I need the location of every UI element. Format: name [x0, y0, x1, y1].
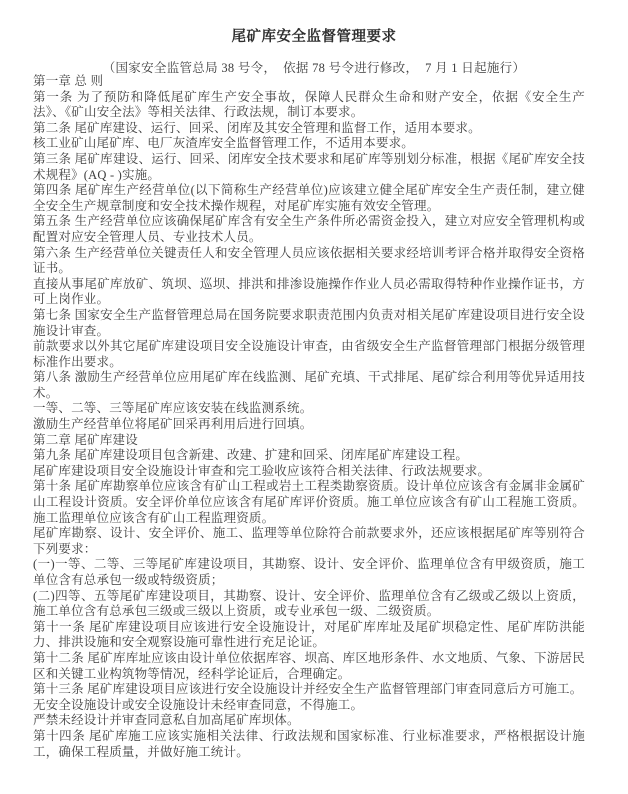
paragraph: 第十条 尾矿库勘察单位应该含有矿山工程或岩土工程类勘察资质。设计单位应该含有金属非金属矿山工程设计资质。安全评价单位应该含有尾矿库评价资质。施工单位应该含有矿山工程施工资质。施工监理单位应该含有矿山工程监理资质。: [33, 479, 585, 525]
paragraph: 第一条 为了预防和降低尾矿库生产安全事故，保障人民群众生命和财产安全，依据《安全生产法》、《矿山安全法》等相关法律、行政法规，制订本要求。: [33, 89, 585, 120]
paragraph: 第十一条 尾矿库建设项目应该进行安全设施设计，对尾矿库库址及尾矿坝稳定性、尾矿库防洪能力、排洪设施和安全观察设施可靠性进行充足论证。: [33, 619, 585, 650]
paragraph: 第九条 尾矿库建设项目包含新建、改建、扩建和回采、闭库尾矿库建设工程。: [33, 448, 469, 463]
document-subtitle: （国家安全监管总局 38 号令， 依据 78 号令进行修改， 7 月 1 日起施行）: [102, 61, 526, 75]
paragraph: 第十四条 尾矿库施工应该实施相关法律、行政法规和国家标准、行业标准要求，严格根据设计施工，确保工程质量，并做好施工统计。: [33, 728, 585, 759]
paragraph: (二)四等、五等尾矿库建设项目，其勘察、设计、安全评价、监理单位含有乙级或乙级以上资质，施工单位含有总承包三级或三级以上资质，或专业承包一级、二级资质。: [33, 588, 585, 619]
paragraph: 第六条 生产经营单位关键责任人和安全管理人员应该依据相关要求经培训考评合格并取得安全资格证书。: [33, 245, 585, 276]
paragraph: 一等、二等、三等尾矿库应该安装在线监测系统。: [33, 401, 313, 416]
document-body: [33, 74, 585, 760]
paragraph: 无安全设施设计或安全设施设计未经审查同意，不得施工。: [33, 697, 364, 712]
paragraph: 第十三条 尾矿库建设项目应该进行安全设施设计并经安全生产监督管理部门审查同意后方可施工。: [33, 682, 583, 697]
document-title: 尾矿库安全监督管理要求: [231, 29, 397, 45]
paragraph: 第七条 国家安全生产监督管理总局在国务院要求职责范围内负责对相关尾矿库建设项目进行安全设施设计审查。: [33, 307, 585, 338]
paragraph: 核工业矿山尾矿库、电厂灰渣库安全监督管理工作，不适用本要求。: [33, 136, 415, 151]
paragraph: (一)一等、二等、三等尾矿库建设项目，其勘察、设计、安全评价、监理单位含有甲级资质，施工单位含有总承包一级或特级资质；: [33, 557, 585, 587]
paragraph: 激励生产经营单位将尾矿回采再利用后进行回填。: [33, 417, 313, 432]
paragraph: 第三条 尾矿库建设、运行、回采、闭库安全技术要求和尾矿库等别划分标准，根据《尾矿库安全技术规程》(AQ - )实施。: [33, 151, 585, 182]
paragraph: 第二条 尾矿库建设、运行、回采、闭库及其安全管理和监督工作，适用本要求。: [33, 120, 481, 135]
paragraph: 严禁未经设计并审查同意私自加高尾矿库坝体。: [33, 713, 300, 728]
paragraph: 第十二条 尾矿库库址应该由设计单位依据库容、坝高、库区地形条件、水文地质、气象、下游居民区和关键工业构筑物等情况，经科学论证后，合理确定。: [33, 650, 585, 681]
paragraph: 第四条 尾矿库生产经营单位(以下简称生产经营单位)应该建立健全尾矿库安全生产责任制，建立健全安全生产规章制度和安全技术操作规程，对尾矿库实施有效安全管理。: [33, 183, 585, 213]
chapter-heading: 第二章 尾矿库建设: [33, 432, 138, 447]
paragraph: 直接从事尾矿库放矿、筑坝、巡坝、排洪和排渗设施操作作业人员必需取得特种作业操作证书，方可上岗作业。: [33, 276, 585, 307]
chapter-heading: 第一章 总 则: [33, 74, 104, 88]
paragraph: 第五条 生产经营单位应该确保尾矿库含有安全生产条件所必需资金投入，建立对应安全管理机构或配置对应安全管理人员、专业技术人员。: [33, 214, 585, 244]
paragraph: 第八条 激励生产经营单位应用尾矿库在线监测、尾矿充填、干式排尾、尾矿综合利用等优异适用技术。: [33, 370, 585, 400]
paragraph: 尾矿库勘察、设计、安全评价、施工、监理等单位除符合前款要求外，还应该根据尾矿库等别符合下列要求：: [33, 526, 585, 556]
paragraph: 前款要求以外其它尾矿库建设项目安全设施设计审查，由省级安全生产监督管理部门根据分级管理标准作出要求。: [33, 339, 585, 369]
paragraph: 尾矿库建设项目安全设施设计审查和完工验收应该符合相关法律、行政法规要求。: [33, 463, 491, 478]
